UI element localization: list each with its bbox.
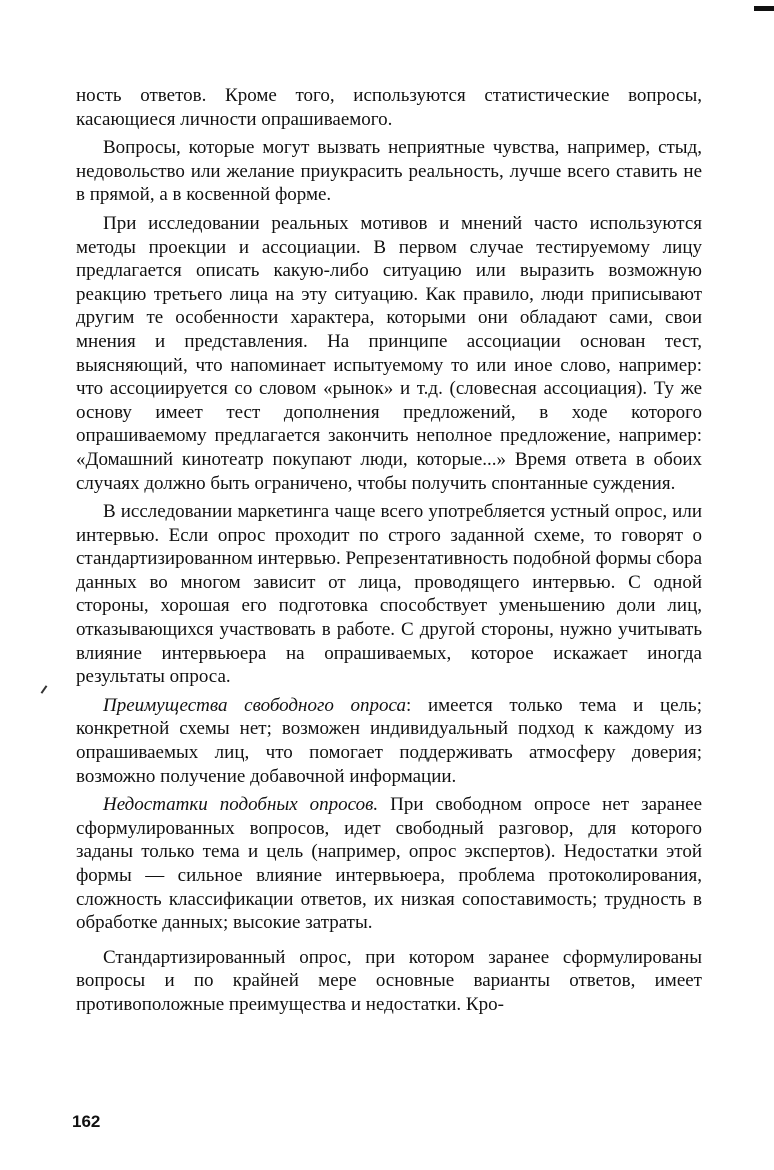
paragraph-text: В исследовании маркетинга чаще всего употребляется устный опрос, или интервью. Если опрос проходит по строго заданной схеме, то говорят о стандартизированном интервью. Репрезентативность подобной формы сбора данных во многом зависит от лица, проводящего интервью. С одной стороны, хорошая его подготовка способствует уменьшению доли лиц, отказывающихся участвовать в работе. С другой стороны, нужно учитывать влияние интервьюера на опрашиваемых, которое искажает иногда результаты опроса. (76, 501, 702, 688)
paragraph-text: При исследовании реальных мотивов и мнений часто используются методы проекции и ассоциации. В первом случае тестируемому лицу предлагается описать какую-либо ситуацию или выразить возможную реакцию третьего лица на эту ситуацию. Как правило, люди приписывают другим те особенности характера, которыми они обладают сами, свои мнения и представления. На принципе ассоциации основан тест, выясняющий, что напоминает испытуемому то или иное слово, например: что ассоциируется со словом «рынок» и т.д. (словесная ассоциация). Ту же основу имеет тест дополнения предложений, в ходе которого опрашиваемому предлагается закончить неполное предложение, например: «Домашний кинотеатр покупают люди, которые...» Время ответа в обоих случаях должно быть ограничено, чтобы получить спонтанные суждения. (76, 212, 702, 494)
paragraph-1 (76, 84, 702, 131)
paragraph-6 (76, 793, 702, 935)
paragraph-text: ность ответов. Кроме того, используются статистические вопросы, касающиеся личности опрашиваемого. (76, 85, 702, 130)
paragraph-italic-lead: Недостатки подобных опросов. (103, 794, 379, 816)
paragraph-text: При свободном опросе нет заранее сформулированных вопросов, идет свободный разговор, для которого заданы только тема и цель (например, опрос экспертов). Недостатки этой формы — сильное влияние интервьюера, проблема протоколирования, сложность классификации ответов, их низкая сопоставимость; трудность в обработке данных; высокие затраты. (76, 794, 702, 934)
paragraph-text: : имеется только тема и цель; конкретной схемы нет; возможен индивидуальный подход к каждому из опрашиваемых лиц, что помогает поддерживать атмосферу доверия; возможно получение добавочной информации. (76, 694, 702, 787)
page-body (76, 84, 702, 1017)
paragraph-7 (76, 946, 702, 1017)
page-number: 162 (72, 1112, 101, 1131)
paragraph-5 (76, 694, 702, 788)
paragraph-text: Вопросы, которые могут вызвать неприятные чувства, например, стыд, недовольство или желание приукрасить реальность, лучше всего ставить не в прямой, а в косвенной форме. (76, 137, 702, 206)
paragraph-4 (76, 500, 702, 689)
paragraph-2 (76, 136, 702, 207)
stray-pen-mark (41, 685, 48, 694)
paragraph-italic-lead: Преимущества свободного опроса (103, 694, 406, 716)
page-edge-mark (754, 6, 774, 11)
paragraph-3 (76, 212, 702, 495)
paragraph-text: Стандартизированный опрос, при котором заранее сформулированы вопросы и по крайней мере основные варианты ответов, имеет противоположные преимущества и недостатки. Кро- (76, 946, 702, 1015)
